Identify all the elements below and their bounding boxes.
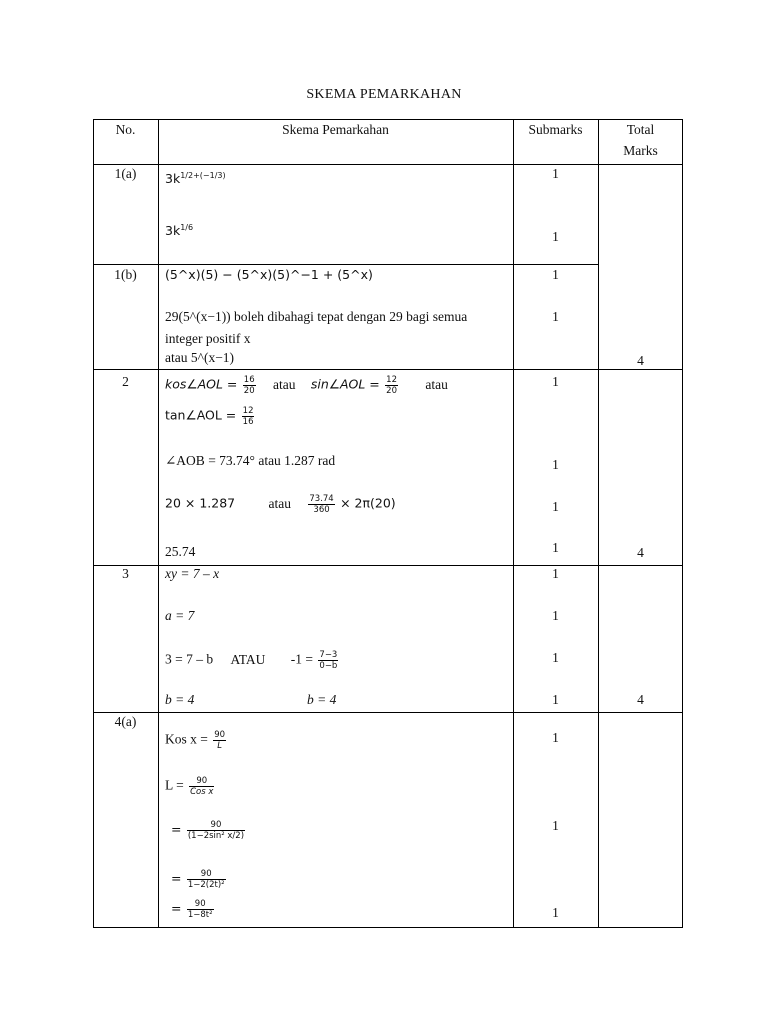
fraction xyxy=(187,820,245,841)
scheme-line: atau 5^(x−1) xyxy=(165,350,235,365)
scheme-line: a = 7 xyxy=(165,608,195,623)
math-expression: 20 × 1.287 xyxy=(165,495,236,511)
numerator: 73.74 xyxy=(309,494,334,504)
scheme-line xyxy=(165,650,340,671)
denominator: 20 xyxy=(386,386,397,396)
denominator: 360 xyxy=(308,504,334,515)
fraction xyxy=(187,899,214,920)
numerator: 90 xyxy=(194,899,206,909)
math-expression: kos∠AOL = xyxy=(165,376,238,392)
question-number: 2 xyxy=(122,374,129,389)
math-expression: = xyxy=(171,821,182,837)
or-text: ATAU xyxy=(230,651,266,667)
scheme-line xyxy=(171,899,216,920)
scheme-line: 29(5^(x−1)) boleh dibahagi tepat dengan 29 bagi semua xyxy=(165,309,468,324)
submark: 1 xyxy=(552,818,559,833)
math-expression: = xyxy=(171,870,182,886)
scheme-line: xy = 7 – x xyxy=(165,566,220,581)
fraction xyxy=(318,650,338,671)
marking-scheme-table xyxy=(93,119,683,928)
scheme-line xyxy=(165,171,226,187)
or-text: atau xyxy=(425,376,448,392)
math-expression: Kos x = xyxy=(165,731,208,747)
numerator: 12 xyxy=(386,375,397,385)
header-total-line2: Marks xyxy=(623,143,658,158)
or-text: atau xyxy=(268,495,291,511)
header-scheme: Skema Pemarkahan xyxy=(282,122,389,137)
math-expression: 3 = 7 – b xyxy=(165,651,214,667)
fraction xyxy=(243,375,256,396)
denominator: 16 xyxy=(242,417,254,427)
math-base: 3k xyxy=(165,223,181,238)
submark: 1 xyxy=(552,499,559,514)
math-exponent: 1/2+(−1/3) xyxy=(180,170,226,180)
math-exponent: 1/6 xyxy=(180,222,194,232)
submark: 1 xyxy=(552,730,559,745)
math-expression: sin∠AOL = xyxy=(310,376,380,392)
submark: 1 xyxy=(552,650,559,665)
row-divider xyxy=(93,264,598,265)
question-number: 4(a) xyxy=(114,714,137,729)
table-border-bottom xyxy=(93,927,683,928)
math-expression: L = xyxy=(165,777,184,793)
scheme-line: b = 4 xyxy=(307,692,337,707)
submark: 1 xyxy=(552,457,559,472)
math-expression: -1 = xyxy=(290,651,314,667)
header-total-line1: Total xyxy=(626,122,655,137)
fraction xyxy=(187,869,226,890)
fraction xyxy=(308,494,334,515)
submark: 1 xyxy=(552,309,559,324)
fraction xyxy=(385,375,398,396)
scheme-line xyxy=(171,820,247,841)
math-expression: tan∠AOL = xyxy=(165,407,237,423)
total-marks: 4 xyxy=(637,353,644,368)
submark: 1 xyxy=(552,267,559,282)
row-divider xyxy=(93,369,683,370)
question-number: 1(b) xyxy=(114,267,137,282)
denominator: 0−b xyxy=(319,661,338,671)
scheme-line: (5^x)(5) − (5^x)(5)^−1 + (5^x) xyxy=(165,267,373,282)
scheme-line: 25.74 xyxy=(165,544,196,559)
page-title: SKEMA PEMARKAHAN xyxy=(306,87,462,102)
row-divider xyxy=(93,712,683,713)
scheme-line: integer positif x xyxy=(165,331,251,346)
submark: 1 xyxy=(552,692,559,707)
fraction xyxy=(242,406,255,427)
math-expression: = xyxy=(171,900,182,916)
numerator: 90 xyxy=(200,869,212,879)
column-divider xyxy=(598,119,599,928)
denominator: 1−2(2t)² xyxy=(187,880,225,890)
scheme-line xyxy=(165,494,396,515)
numerator: 7−3 xyxy=(319,650,338,660)
submark: 1 xyxy=(552,374,559,389)
total-marks: 4 xyxy=(637,692,644,707)
scheme-line xyxy=(165,375,448,396)
fraction xyxy=(213,730,226,751)
numerator: 90 xyxy=(214,730,226,740)
scheme-line xyxy=(165,730,228,751)
scheme-line: b = 4 xyxy=(165,692,195,707)
denominator: L xyxy=(213,740,226,751)
submark: 1 xyxy=(552,566,559,581)
scheme-line: ∠AOB = 73.74° atau 1.287 rad xyxy=(165,453,336,468)
submark: 1 xyxy=(552,166,559,181)
scheme-line xyxy=(165,223,193,239)
numerator: 12 xyxy=(242,406,254,416)
numerator: 16 xyxy=(243,375,255,385)
table-border-right xyxy=(682,119,683,928)
row-divider xyxy=(93,164,683,165)
denominator: Cos x xyxy=(190,787,214,797)
denominator: 20 xyxy=(243,386,255,396)
numerator: 90 xyxy=(196,776,208,786)
total-marks: 4 xyxy=(637,545,644,560)
submark: 1 xyxy=(552,608,559,623)
column-divider xyxy=(158,119,159,928)
math-expression: × 2π(20) xyxy=(340,495,396,511)
denominator: 1−8t² xyxy=(187,910,213,920)
numerator: 90 xyxy=(210,820,222,830)
scheme-line xyxy=(165,406,256,427)
submark: 1 xyxy=(552,229,559,244)
denominator: (1−2sin² x/2) xyxy=(187,831,245,841)
submark: 1 xyxy=(552,905,559,920)
or-text: atau xyxy=(272,376,296,392)
math-base: 3k xyxy=(165,171,181,186)
table-border-left xyxy=(93,119,94,928)
scheme-line xyxy=(171,869,228,890)
fraction xyxy=(189,776,214,797)
scheme-line xyxy=(165,776,216,797)
question-number: 3 xyxy=(122,566,129,581)
question-number: 1(a) xyxy=(114,166,137,181)
header-no: No. xyxy=(115,122,136,137)
table-border-top xyxy=(93,119,683,120)
submark: 1 xyxy=(552,540,559,555)
header-submarks: Submarks xyxy=(528,122,583,137)
